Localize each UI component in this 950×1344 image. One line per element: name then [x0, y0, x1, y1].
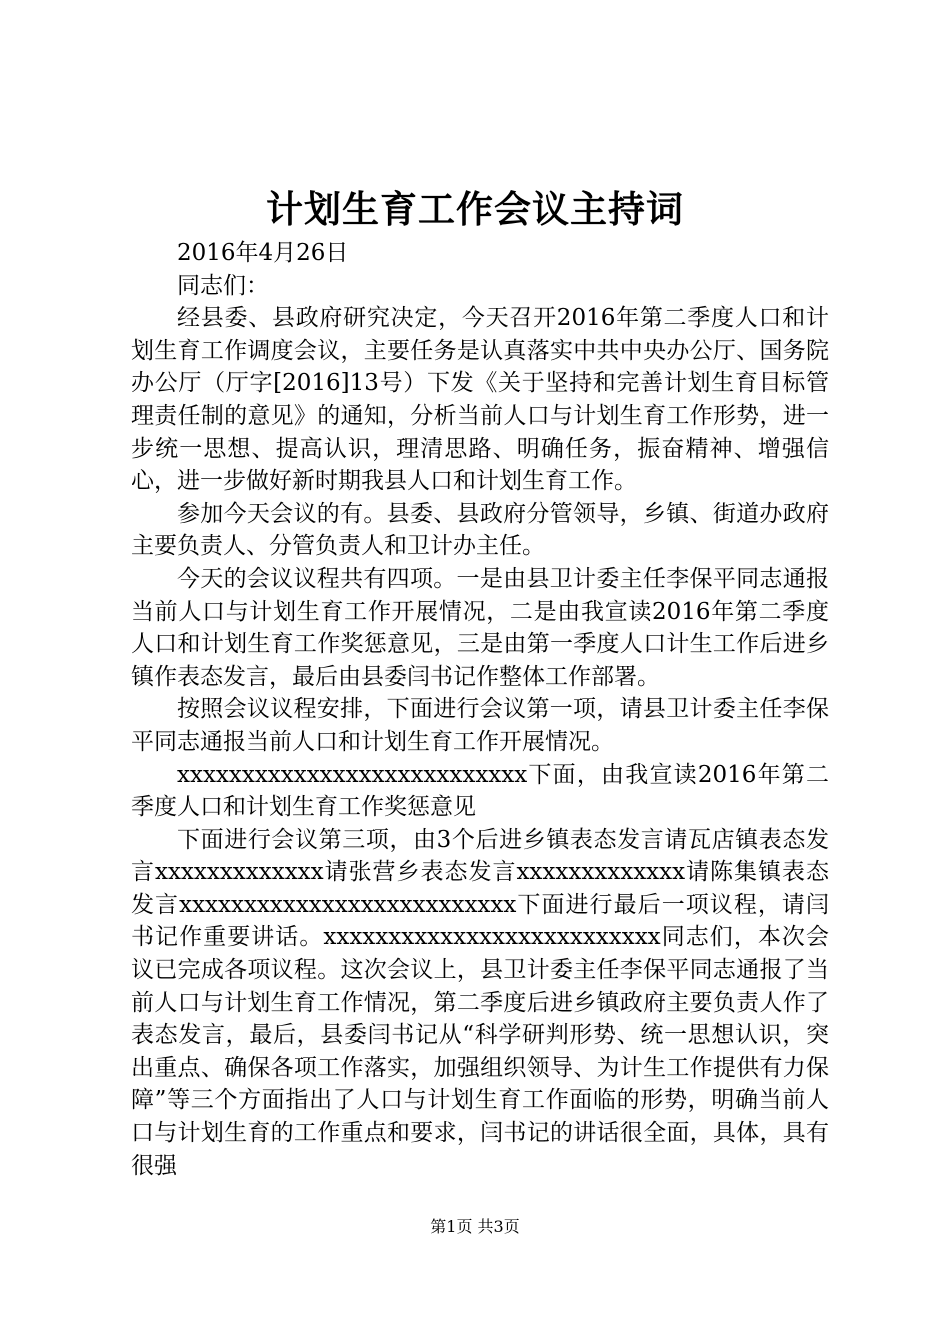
paragraph-4: 按照会议议程安排，下面进行会议第一项，请县卫计委主任李保平同志通报当前人口和计划生育工作开展情况。 [131, 696, 829, 755]
paragraph-3: 今天的会议议程共有四项。一是由县卫计委主任李保平同志通报当前人口与计划生育工作开展情况，二是由我宣读2016年第二季度人口和计划生育工作奖惩意见，三是由第一季度人口计生工作后进乡镇作表态发言，最后由县委闫书记作整体工作部署。 [131, 565, 829, 690]
paragraph-1: 经县委、县政府研究决定，今天召开2016年第二季度人口和计划生育工作调度会议，主要任务是认真落实中共中央办公厅、国务院办公厅（厅字[2016]13号）下发《关于坚持和完善计划生育目标管理责任制的意见》的通知，分析当前人口与计划生育工作形势，进一步统一思想、提高认识，理清思路、明确任务，振奋精神、增强信心，进一步做好新时期我县人口和计划生育工作。 [131, 305, 829, 495]
paragraph-6: 下面进行会议第三项，由3个后进乡镇表态发言请瓦店镇表态发言xxxxxxxxxxxxx请张营乡表态发言xxxxxxxxxxxxx请陈集镇表态发言xxxxxxxxxxxxxxxxxxxxxxxxxx下面进行最后一项议程，请闫书记作重要讲话。xxxxxxxxxxxxxxxxxxxxxxxxxx同志们，本次会议已完成各项议程。这次会议上，县卫计委主任李保平同志通报了当前人口与计划生育工作情况，第二季度后进乡镇政府主要负责人作了表态发言，最后，县委闫书记从“科学研判形势、统一思想认识，突出重点、确保各项工作落实，加强组织领导、为计生工作提供有力保障”等三个方面指出了人口与计划生育工作面临的形势，明确当前人口与计划生育的工作重点和要求，闫书记的讲话很全面，具体，具有很强 [131, 826, 829, 1179]
document-title: 计划生育工作会议主持词 [266, 187, 684, 231]
page-footer: 第1页 共3页 [430, 1217, 520, 1236]
date-line: 2016年4月26日 [177, 240, 349, 266]
document-body [131, 237, 829, 1182]
paragraph-2: 参加今天会议的有。县委、县政府分管领导，乡镇、街道办政府主要负责人、分管负责人和卫计办主任。 [131, 500, 829, 560]
salutation: 同志们： [177, 272, 269, 299]
paragraph-5: xxxxxxxxxxxxxxxxxxxxxxxxxxx下面，由我宣读2016年第二季度人口和计划生育工作奖惩意见 [131, 761, 829, 821]
